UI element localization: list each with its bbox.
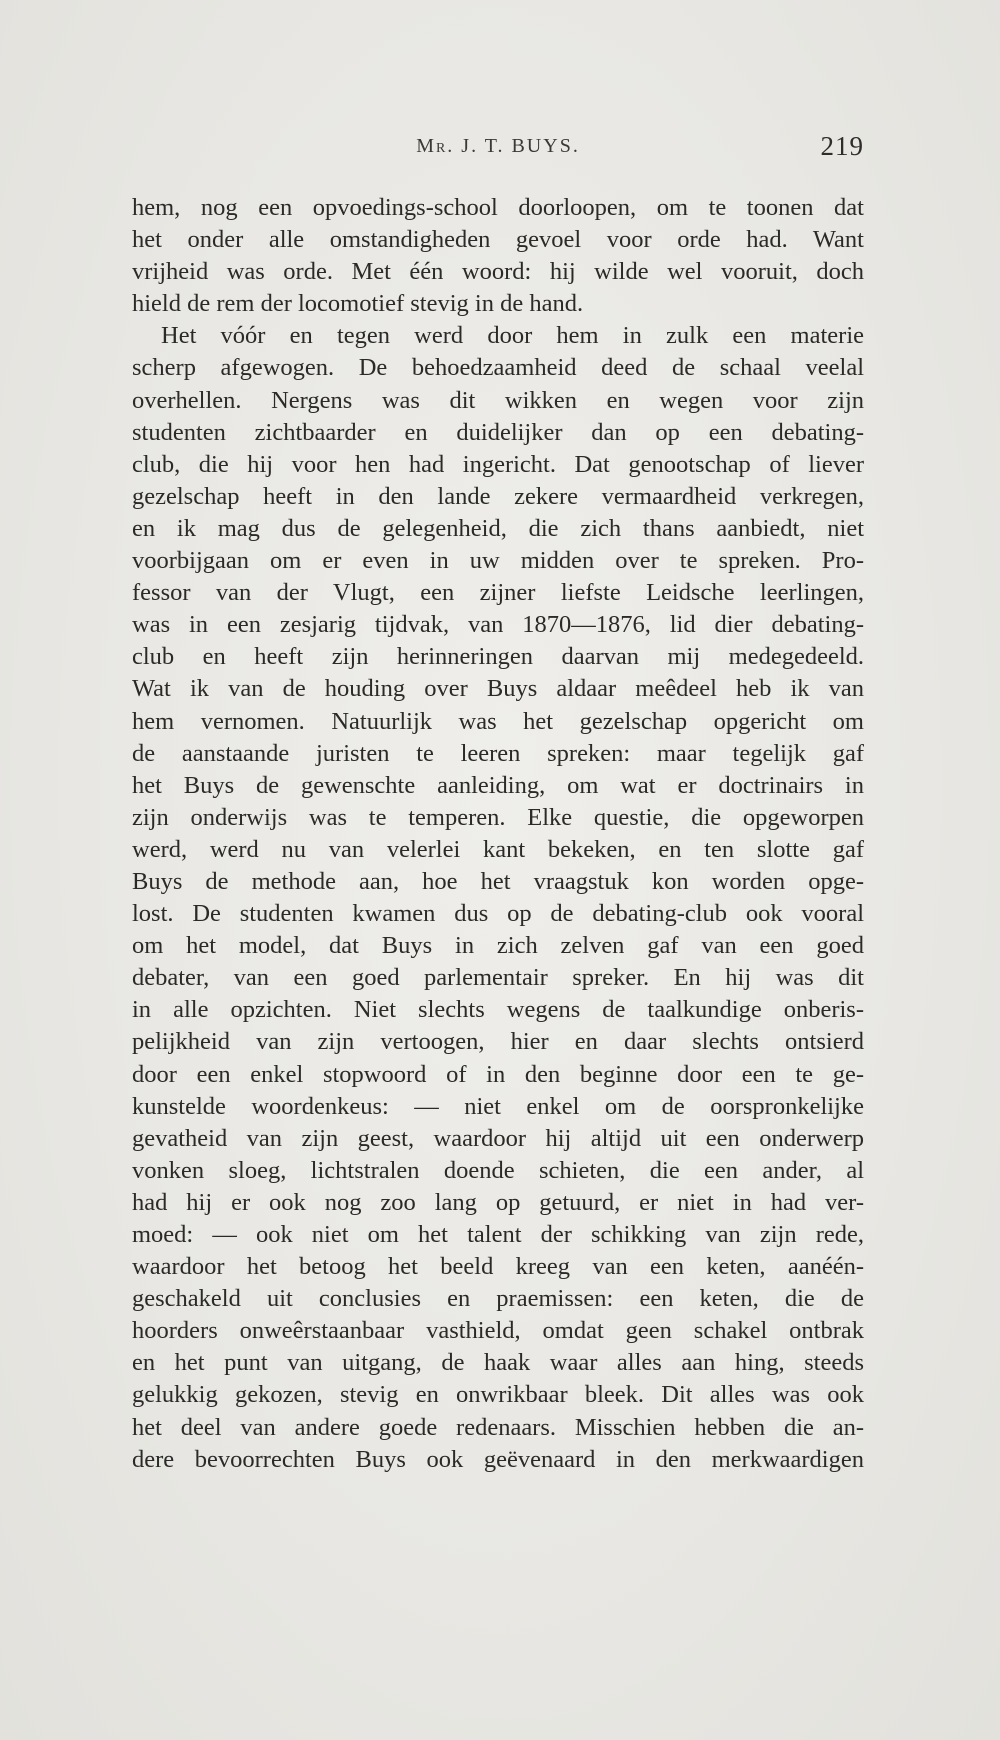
text-line: gelukkig gekozen, stevig en onwrikbaar bleek. Dit alles was ook — [132, 1381, 864, 1409]
text-line: moed: — ook niet om het talent der schikking van zijn rede, — [132, 1221, 864, 1248]
text-line: debater, van een goed parlementair spreker. En hij was dit — [132, 964, 864, 992]
text-line: club en heeft zijn herinneringen daarvan mij medegedeeld. — [132, 643, 864, 671]
text-line: overhellen. Nergens was dit wikken en wegen voor zijn — [132, 386, 864, 414]
text-line: vrijheid was orde. Met één woord: hij wilde wel vooruit, doch — [132, 258, 864, 286]
running-head — [132, 131, 864, 167]
text-line: voorbijgaan om er even in uw midden over te spreken. Pro- — [132, 547, 864, 575]
text-line: de aanstaande juristen te leeren spreken: maar tegelijk gaf — [132, 739, 864, 767]
text-line: het onder alle omstandigheden gevoel voor orde had. Want — [132, 226, 864, 254]
text-line: Buys de methode aan, hoe het vraagstuk kon worden opge- — [132, 867, 864, 895]
text-line: dere bevoorrechten Buys ook geëvenaard in den merkwaardigen — [132, 1445, 864, 1473]
page-number: 219 — [820, 131, 864, 161]
text-line: om het model, dat Buys in zich zelven gaf van een goed — [132, 932, 864, 960]
text-line: scherp afgewogen. De behoedzaamheid deed de schaal veelal — [132, 354, 864, 382]
text-line: hem vernomen. Natuurlijk was het gezelschap opgericht om — [132, 707, 864, 735]
body-text — [132, 192, 864, 1476]
text-line: kunstelde woordenkeus: — niet enkel om de oorspronkelijke — [132, 1092, 864, 1120]
text-line: hield de rem der locomotief stevig in de hand. — [132, 290, 584, 318]
text-line: Het vóór en tegen werd door hem in zulk een materie — [161, 322, 864, 350]
text-line: het Buys de gewenschte aanleiding, om wat er doctrinairs in — [132, 771, 864, 799]
text-line: hoorders onweêrstaanbaar vasthield, omdat geen schakel ontbrak — [132, 1317, 864, 1345]
text-line: vonken sloeg, lichtstralen doende schieten, die een ander, al — [132, 1156, 864, 1184]
text-line: in alle opzichten. Niet slechts wegens de taalkundige onberis- — [132, 996, 864, 1024]
text-line: gevatheid van zijn geest, waardoor hij altijd uit een onderwerp — [132, 1124, 864, 1152]
text-line: was in een zesjarig tijdvak, van 1870—1876, lid dier debating- — [132, 611, 864, 639]
text-line: had hij er ook nog zoo lang op getuurd, er niet in had ver- — [132, 1188, 864, 1216]
text-line: fessor van der Vlugt, een zijner liefste Leidsche leerlingen, — [132, 579, 864, 607]
text-line: lost. De studenten kwamen dus op de debating-club ook vooral — [132, 900, 864, 928]
text-line: waardoor het betoog het beeld kreeg van een keten, aanéén- — [132, 1253, 864, 1281]
text-line: en het punt van uitgang, de haak waar alles aan hing, steeds — [132, 1349, 864, 1377]
text-line: geschakeld uit conclusies en praemissen: een keten, die de — [132, 1285, 864, 1313]
text-line: het deel van andere goede redenaars. Misschien hebben die an- — [132, 1413, 864, 1441]
text-line: werd, werd nu van velerlei kant bekeken, en ten slotte gaf — [132, 835, 864, 863]
text-line: hem, nog een opvoedings-school doorloopen, om te toonen dat — [132, 194, 864, 221]
text-line: club, die hij voor hen had ingericht. Dat genootschap of liever — [132, 450, 864, 478]
text-line: pelijkheid van zijn vertoogen, hier en daar slechts ontsierd — [132, 1028, 864, 1056]
text-line: gezelschap heeft in den lande zekere vermaardheid verkregen, — [132, 482, 864, 510]
text-line: en ik mag dus de gelegenheid, die zich thans aanbiedt, niet — [132, 514, 864, 542]
text-line: door een enkel stopwoord of in den beginne door een te ge- — [132, 1060, 864, 1088]
text-line: zijn onderwijs was te temperen. Elke questie, die opgeworpen — [132, 803, 864, 831]
running-title: Mr. J. T. BUYS. — [416, 135, 580, 157]
text-line: Wat ik van de houding over Buys aldaar meêdeel heb ik van — [132, 675, 864, 703]
text-line: studenten zichtbaarder en duidelijker dan op een debating- — [132, 418, 864, 446]
